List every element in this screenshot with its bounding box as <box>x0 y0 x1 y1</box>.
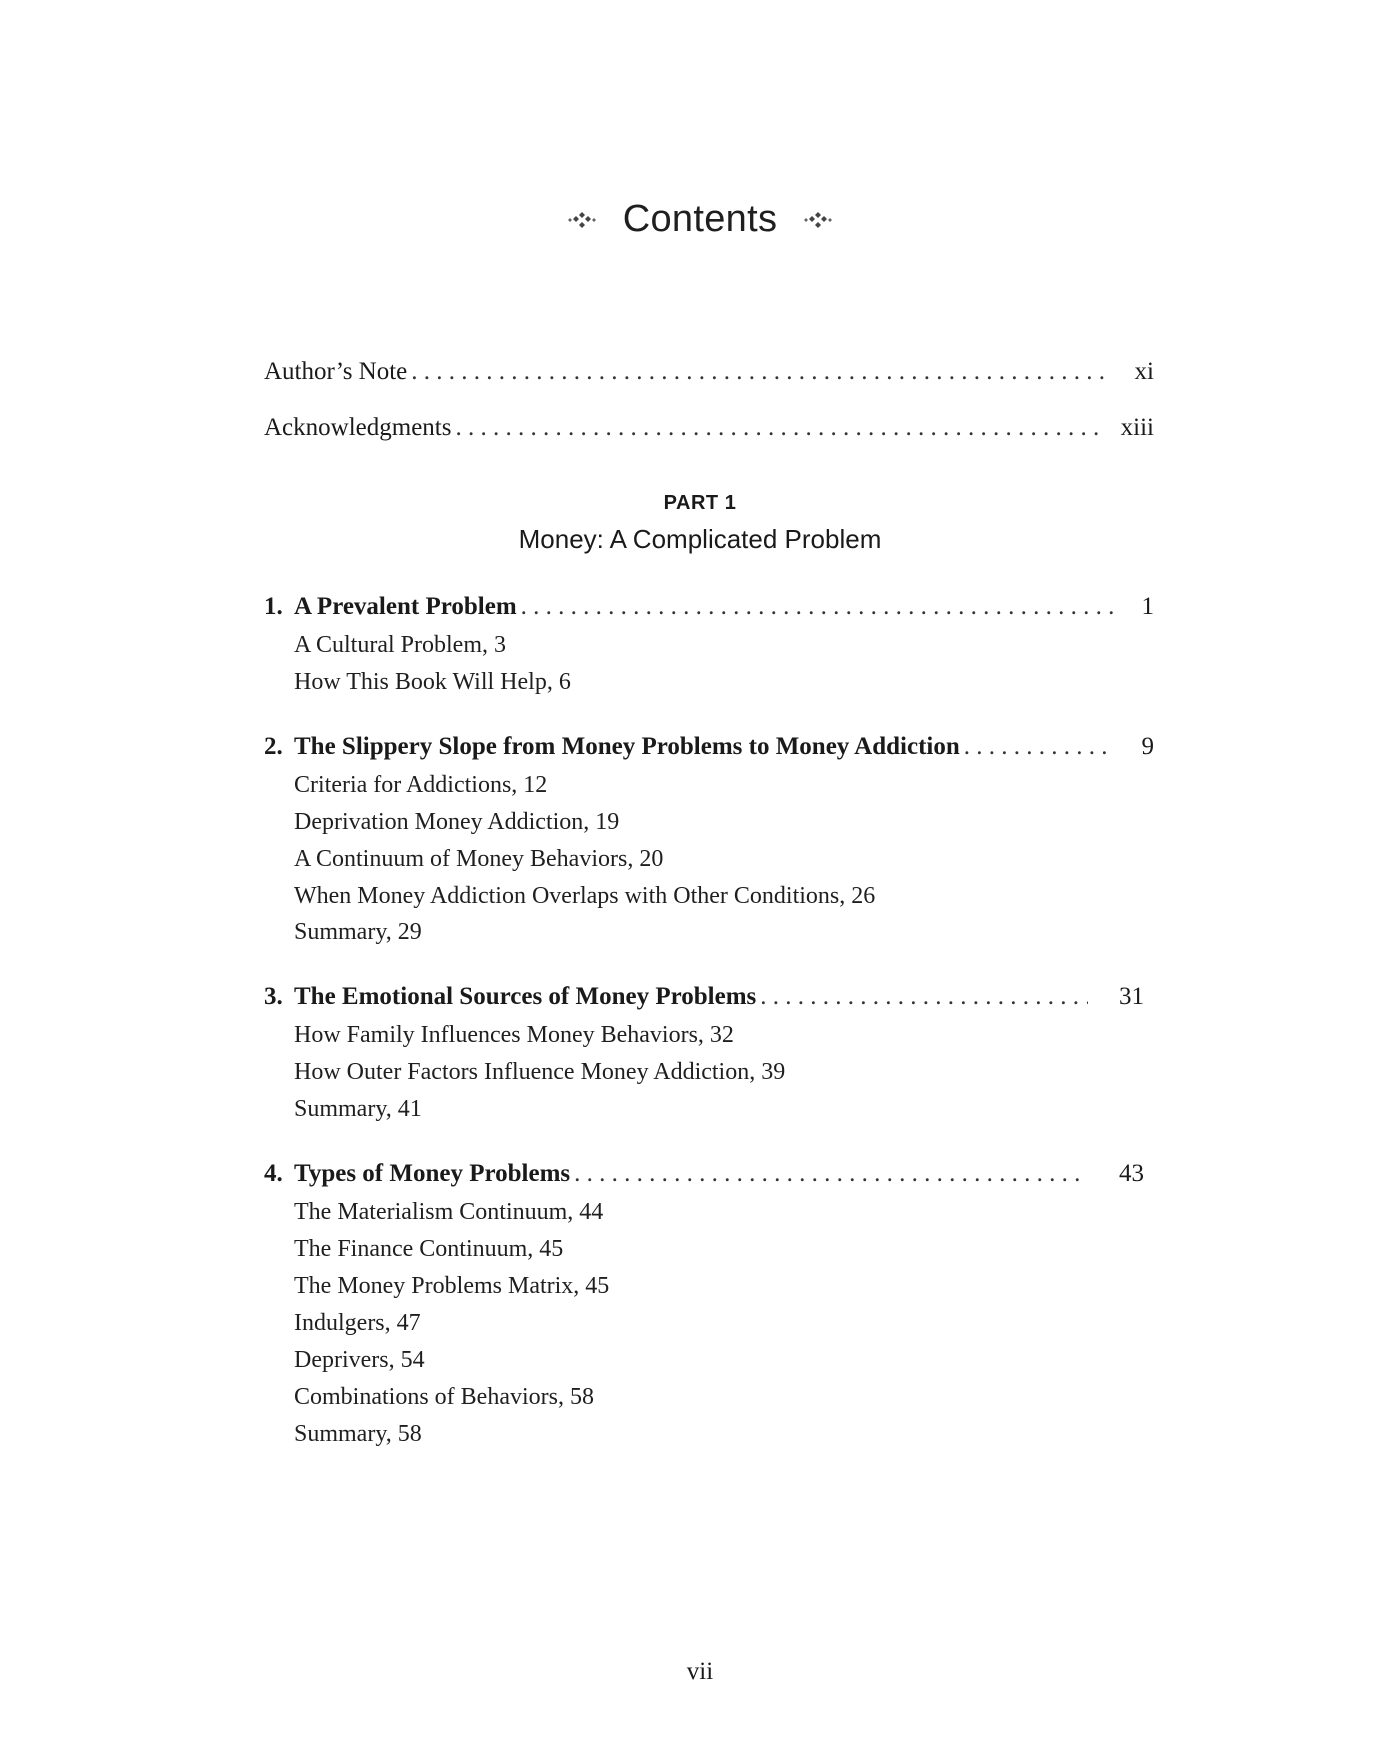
entry-page: xi <box>1134 358 1154 385</box>
toc-chapter-2[interactable] <box>264 732 1154 762</box>
chapter-title: The Emotional Sources of Money Problems <box>294 983 757 1010</box>
toc-section[interactable]: How Outer Factors Influence Money Addiction, 39 <box>294 1059 786 1085</box>
toc-section[interactable]: A Cultural Problem, 3 <box>294 632 506 658</box>
chapter-page: 43 <box>1119 1160 1144 1187</box>
toc-section[interactable]: Summary, 29 <box>294 919 422 945</box>
toc-section[interactable]: Deprivers, 54 <box>294 1347 425 1373</box>
chapter-page: 1 <box>1141 593 1154 620</box>
toc-chapter-1[interactable] <box>264 592 1154 622</box>
dot-leader <box>964 732 1114 762</box>
toc-section[interactable]: Indulgers, 47 <box>294 1310 421 1336</box>
dot-leader <box>574 1159 1088 1189</box>
chapter-number: 1. <box>264 593 283 620</box>
diamond-ornament-icon <box>567 210 597 230</box>
toc-section[interactable]: Combinations of Behaviors, 58 <box>294 1384 594 1410</box>
toc-section[interactable]: The Money Problems Matrix, 45 <box>294 1273 610 1299</box>
toc-section[interactable]: How This Book Will Help, 6 <box>294 669 571 695</box>
part-title: Money: A Complicated Problem <box>518 524 882 554</box>
entry-label: Author’s Note <box>264 358 408 385</box>
toc-entry-authors-note[interactable] <box>264 357 1154 387</box>
dot-leader <box>411 357 1104 387</box>
toc-section[interactable]: Summary, 58 <box>294 1421 422 1447</box>
dot-leader <box>455 413 1104 443</box>
chapter-page: 31 <box>1119 983 1144 1010</box>
title-row <box>0 198 1400 241</box>
chapter-number: 2. <box>264 733 283 760</box>
toc-entry-acknowledgments[interactable] <box>264 413 1154 443</box>
chapter-number: 3. <box>264 983 283 1010</box>
entry-page: xiii <box>1120 414 1154 441</box>
toc-chapter-4[interactable] <box>264 1159 1144 1189</box>
chapter-title: The Slippery Slope from Money Problems to Money Addiction <box>294 733 960 760</box>
chapter-title: A Prevalent Problem <box>294 593 517 620</box>
dot-leader <box>760 982 1088 1012</box>
entry-label: Acknowledgments <box>264 414 452 441</box>
toc-section[interactable]: Deprivation Money Addiction, 19 <box>294 809 620 835</box>
toc-section[interactable]: When Money Addiction Overlaps with Other Conditions, 26 <box>294 883 876 909</box>
toc-section[interactable]: A Continuum of Money Behaviors, 20 <box>294 846 664 872</box>
toc-section[interactable]: Summary, 41 <box>294 1096 422 1122</box>
chapter-number: 4. <box>264 1160 283 1187</box>
page-title: Contents <box>622 198 778 240</box>
page-number: vii <box>686 1658 714 1685</box>
dot-leader <box>521 592 1114 622</box>
toc-section[interactable]: How Family Influences Money Behaviors, 32 <box>294 1022 734 1048</box>
diamond-ornament-icon <box>803 210 833 230</box>
chapter-page: 9 <box>1141 733 1154 760</box>
toc-chapter-3[interactable] <box>264 982 1144 1012</box>
toc-section[interactable]: The Finance Continuum, 45 <box>294 1236 564 1262</box>
toc-section[interactable]: Criteria for Addictions, 12 <box>294 772 548 798</box>
part-label: PART 1 <box>663 492 737 514</box>
chapter-title: Types of Money Problems <box>294 1160 571 1187</box>
toc-section[interactable]: The Materialism Continuum, 44 <box>294 1199 604 1225</box>
